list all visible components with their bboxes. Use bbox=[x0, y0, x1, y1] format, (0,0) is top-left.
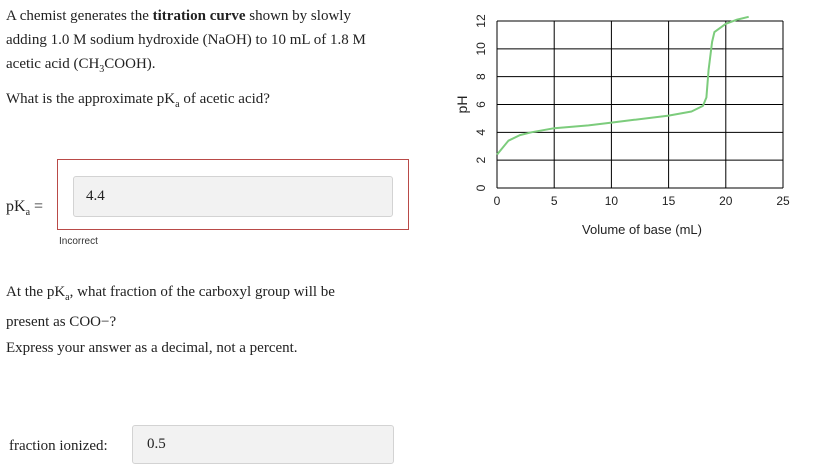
y-tick-label: 12 bbox=[474, 14, 488, 28]
question2-text bbox=[6, 280, 335, 334]
y-tick-label: 8 bbox=[474, 73, 488, 81]
x-tick-label: 15 bbox=[661, 194, 676, 208]
x-tick-label: 25 bbox=[776, 194, 790, 208]
question1-formula-start: acetic acid (CH bbox=[6, 56, 100, 72]
question1-text bbox=[6, 4, 366, 82]
pka-input[interactable]: 4.4 bbox=[73, 176, 393, 217]
question1-intro: A chemist generates the bbox=[6, 8, 153, 24]
question1-formula-end: COOH). bbox=[104, 56, 156, 72]
y-axis-label: pH bbox=[454, 95, 470, 114]
question2-text-start: At the pK bbox=[6, 284, 66, 300]
question2-line1 bbox=[6, 280, 335, 310]
prompt-sub: a bbox=[175, 99, 180, 110]
y-tick-label: 6 bbox=[474, 101, 488, 108]
question2-instruction: Express your answer as a decimal, not a percent. bbox=[6, 340, 298, 356]
prompt-end: of acetic acid? bbox=[179, 91, 270, 107]
x-tick-label: 5 bbox=[550, 194, 558, 208]
y-tick-label: 4 bbox=[474, 128, 488, 136]
question2-line2: present as COO−? bbox=[6, 314, 117, 330]
x-tick-label: 10 bbox=[604, 194, 619, 208]
pka-label-equals: = bbox=[30, 198, 44, 215]
x-tick-label: 20 bbox=[719, 194, 733, 208]
y-tick-label: 0 bbox=[474, 184, 488, 192]
y-tick-label: 2 bbox=[474, 156, 488, 164]
incorrect-feedback: Incorrect bbox=[59, 236, 98, 247]
x-axis-label: Volume of base (mL) bbox=[582, 222, 702, 237]
y-tick-label: 10 bbox=[474, 42, 488, 56]
question1-formula-sub: 3 bbox=[99, 64, 105, 75]
pka-label-text: pK bbox=[6, 198, 26, 215]
question2-text-end: , what fraction of the carboxyl group will be bbox=[69, 284, 335, 300]
question1-line1 bbox=[6, 4, 366, 28]
question1-intro-end: shown by slowly bbox=[245, 8, 351, 24]
x-tick-label: 0 bbox=[493, 194, 501, 208]
question1-line3 bbox=[6, 52, 366, 82]
question2-sub: a bbox=[65, 292, 70, 303]
fraction-ionized-label: fraction ionized: bbox=[9, 438, 108, 454]
pka-label-sub: a bbox=[25, 207, 31, 219]
fraction-ionized-input[interactable]: 0.5 bbox=[132, 425, 394, 464]
question1-line2: adding 1.0 M sodium hydroxide (NaOH) to 10 mL of 1.8 M bbox=[6, 32, 366, 48]
titration-curve bbox=[497, 17, 749, 155]
pka-label bbox=[6, 198, 43, 218]
question1-prompt bbox=[6, 87, 270, 117]
question1-bold-term: titration curve bbox=[152, 8, 246, 24]
prompt-text: What is the approximate pK bbox=[6, 91, 176, 107]
